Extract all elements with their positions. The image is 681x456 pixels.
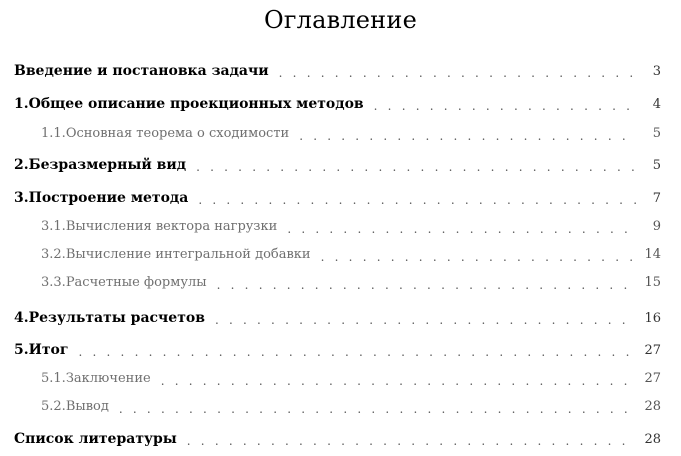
toc-entry-page: 15 bbox=[644, 275, 661, 290]
toc-entry-section-2[interactable] bbox=[14, 157, 661, 173]
toc-entry-number: 3. bbox=[14, 190, 29, 206]
toc-entry-label: Заключение bbox=[65, 371, 151, 386]
toc-entry-page: 5 bbox=[652, 158, 661, 173]
toc-entry-number: 1. bbox=[14, 96, 29, 112]
toc-entry-number: 3.1. bbox=[41, 219, 66, 234]
toc-entry-page: 3 bbox=[652, 64, 661, 79]
dot-leader bbox=[198, 193, 637, 207]
toc-entry-label: Расчетные формулы bbox=[65, 275, 207, 290]
toc-entry-label: Вычисление интегральной добавки bbox=[65, 247, 311, 262]
dot-leader bbox=[196, 160, 637, 174]
toc-entry-number: 3.3. bbox=[41, 275, 66, 290]
dot-leader bbox=[78, 345, 634, 359]
toc-entry-section-3-3[interactable] bbox=[41, 275, 661, 290]
toc-entry-number: 5. bbox=[14, 342, 29, 358]
toc-entry-label: Общее описание проекционных методов bbox=[28, 96, 364, 112]
toc-entry-bibliography[interactable] bbox=[14, 431, 661, 447]
toc-entry-page: 28 bbox=[644, 432, 661, 447]
toc-entry-label: Вывод bbox=[65, 399, 109, 414]
dot-leader bbox=[187, 434, 635, 448]
toc-entry-number: 2. bbox=[14, 157, 29, 173]
toc-entry-page: 28 bbox=[644, 399, 661, 414]
dot-leader bbox=[119, 402, 635, 416]
toc-entry-label: Результаты расчетов bbox=[28, 310, 205, 326]
toc-entry-section-5-2[interactable] bbox=[41, 399, 661, 414]
page-title: Оглавление bbox=[264, 6, 417, 34]
toc-entry-number: 4. bbox=[14, 310, 29, 326]
dot-leader bbox=[161, 374, 635, 388]
toc-entry-page: 5 bbox=[652, 126, 661, 141]
toc-entry-section-1[interactable] bbox=[14, 96, 661, 112]
toc-entry-label: Итог bbox=[28, 342, 69, 358]
toc-entry-section-4[interactable] bbox=[14, 310, 661, 326]
toc-entry-page: 14 bbox=[644, 247, 661, 262]
toc-entry-number: 5.2. bbox=[41, 399, 66, 414]
toc-entry-label: Основная теорема о сходимости bbox=[65, 126, 290, 141]
dot-leader bbox=[299, 129, 637, 143]
toc-entry-section-5[interactable] bbox=[14, 342, 661, 358]
toc-entry-section-3[interactable] bbox=[14, 190, 661, 206]
toc-entry-number: 5.1. bbox=[41, 371, 66, 386]
dot-leader bbox=[279, 66, 637, 80]
dot-leader bbox=[374, 99, 637, 113]
toc-entry-section-1-1[interactable] bbox=[41, 126, 661, 141]
toc-entry-number: 1.1. bbox=[41, 126, 66, 141]
dot-leader bbox=[217, 278, 635, 292]
toc-entry-label: Список литературы bbox=[14, 431, 177, 447]
toc-entry-page: 4 bbox=[652, 97, 661, 112]
toc-entry-label: Безразмерный вид bbox=[28, 157, 187, 173]
toc-entry-page: 16 bbox=[644, 311, 661, 326]
toc-entry-page: 7 bbox=[652, 191, 661, 206]
toc-entry-number: 3.2. bbox=[41, 247, 66, 262]
toc-entry-label: Введение и постановка задачи bbox=[14, 63, 269, 79]
toc-entry-page: 9 bbox=[652, 219, 661, 234]
toc-entry-label: Вычисления вектора нагрузки bbox=[65, 219, 278, 234]
toc-entry-introduction[interactable] bbox=[14, 63, 661, 79]
toc-entry-page: 27 bbox=[644, 371, 661, 386]
toc-entry-section-3-2[interactable] bbox=[41, 247, 661, 262]
toc-entry-page: 27 bbox=[644, 343, 661, 358]
dot-leader bbox=[287, 222, 637, 236]
dot-leader bbox=[215, 313, 635, 327]
toc-entry-section-5-1[interactable] bbox=[41, 371, 661, 386]
toc-entry-label: Построение метода bbox=[28, 190, 189, 206]
dot-leader bbox=[321, 250, 635, 264]
toc-entry-section-3-1[interactable] bbox=[41, 219, 661, 234]
